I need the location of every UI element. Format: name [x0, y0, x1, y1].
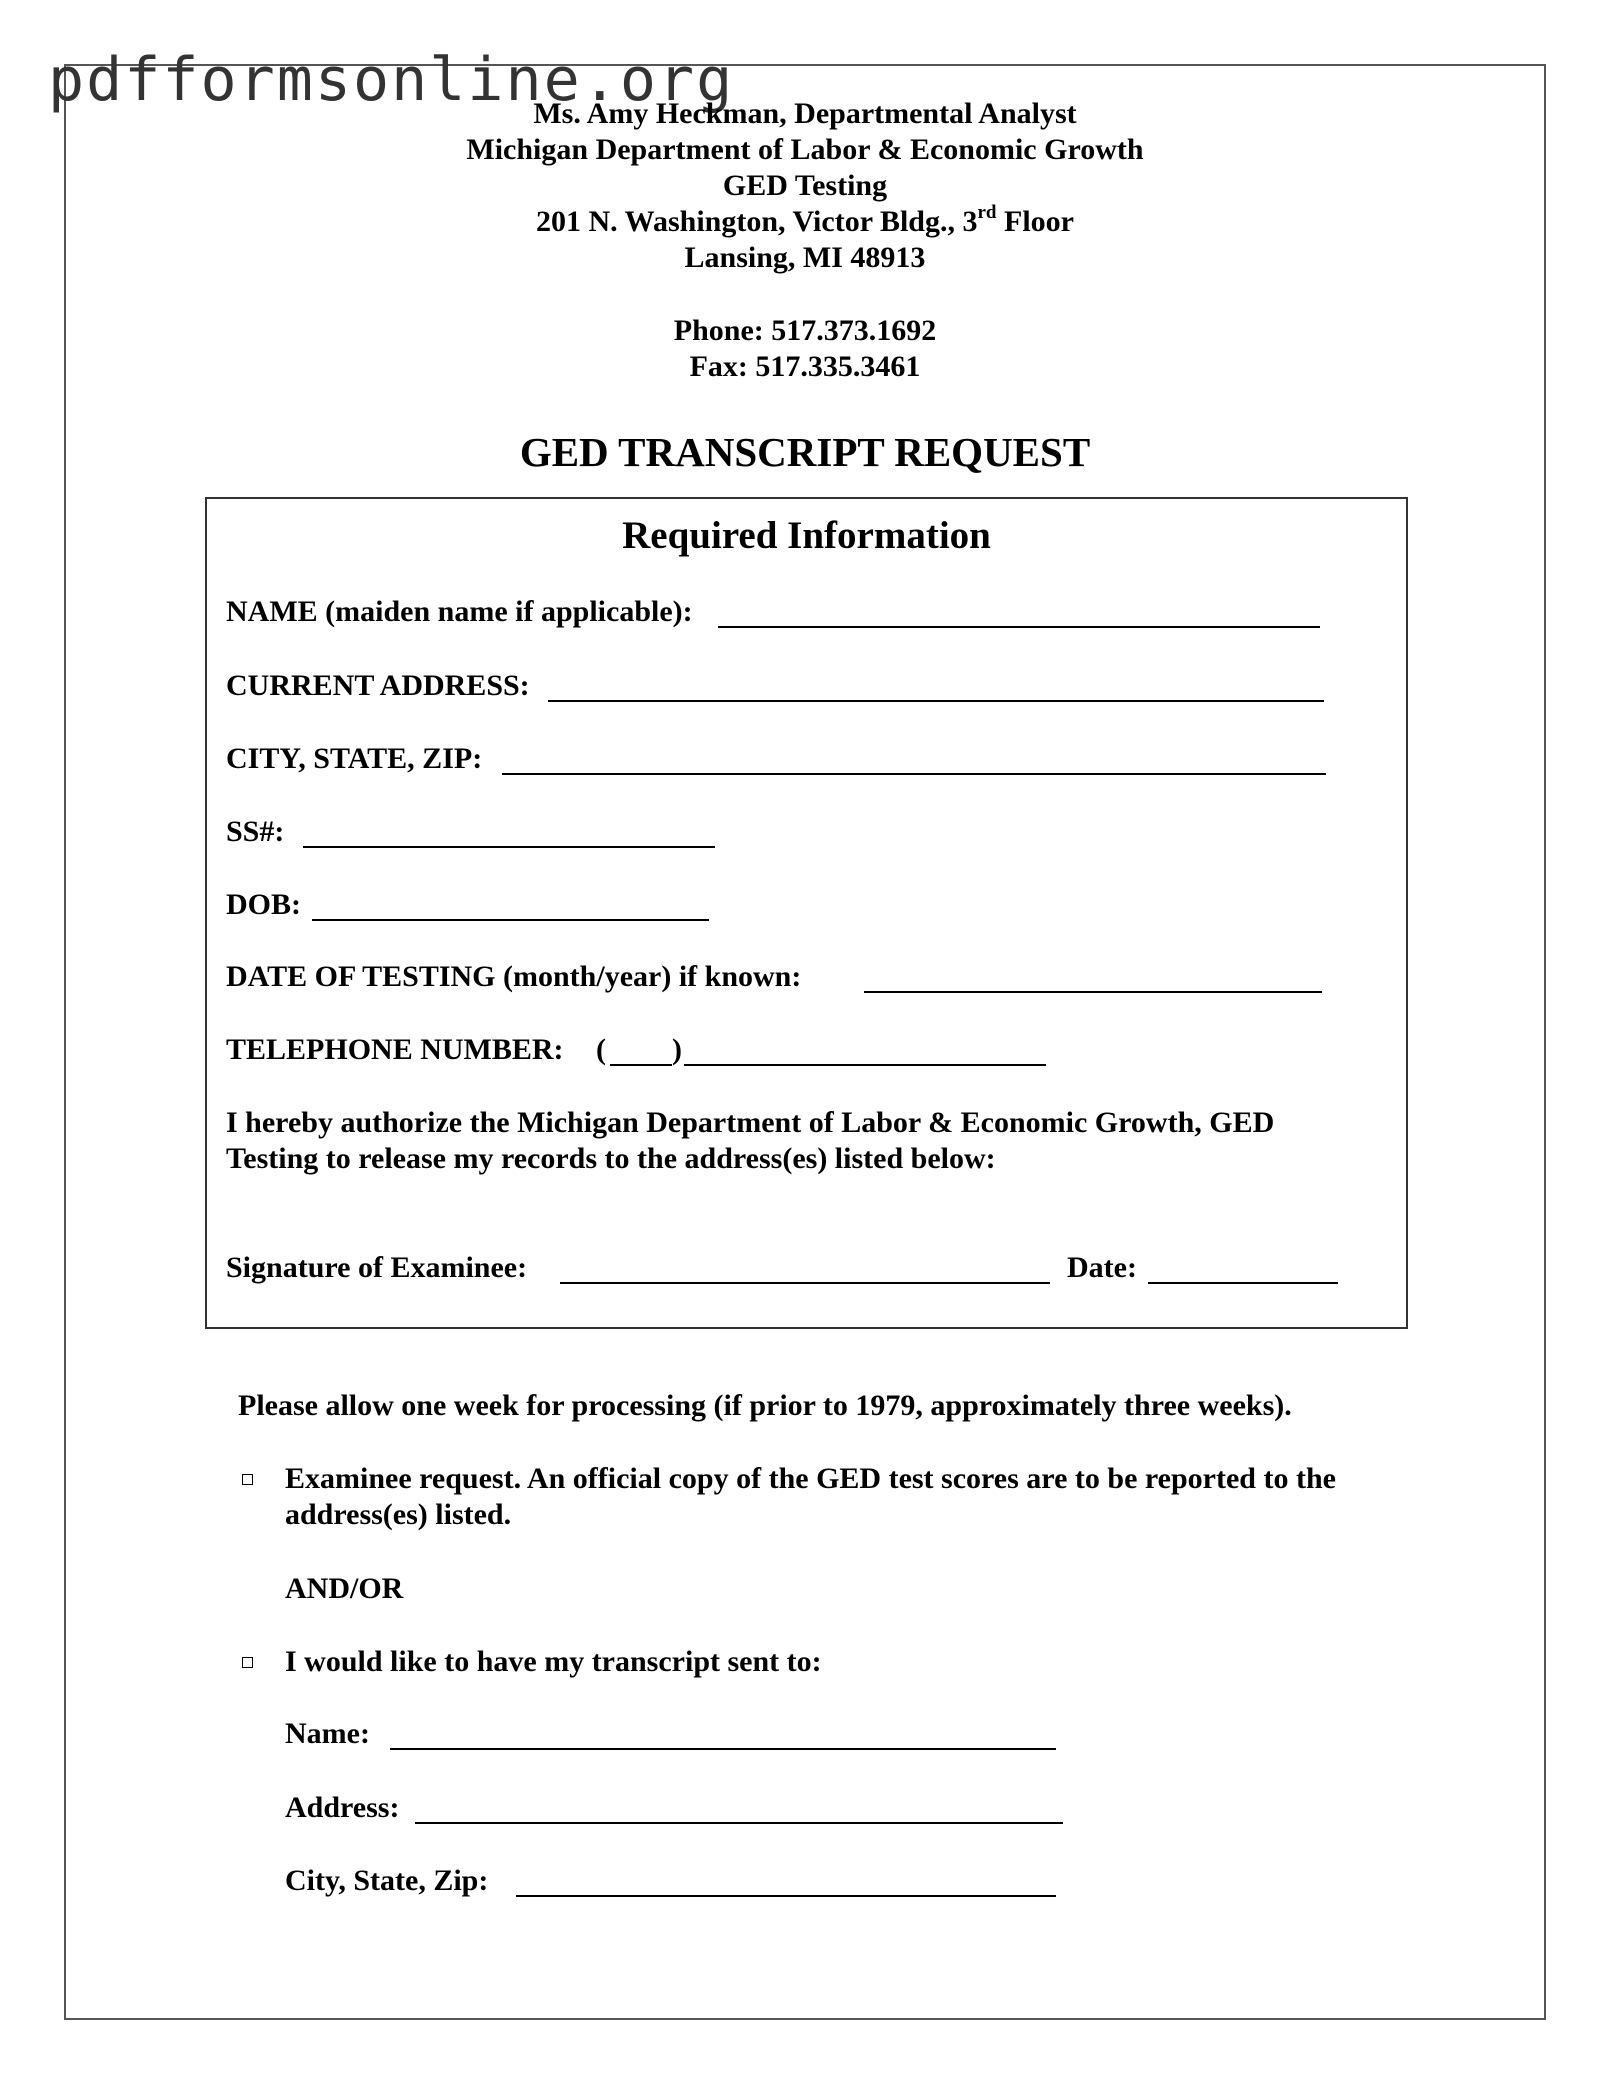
recipient-city-state-zip-input-line[interactable]: [516, 1895, 1056, 1897]
dob-label: DOB:: [226, 888, 301, 921]
street-address-main: 201 N. Washington, Victor Bldg., 3: [536, 205, 978, 238]
ssn-label: SS#:: [226, 815, 285, 848]
signature-date-input-line[interactable]: [1148, 1282, 1338, 1284]
contact-name: Ms. Amy Heckman, Departmental Analyst: [533, 97, 1077, 130]
area-code-open-paren: (: [596, 1033, 606, 1066]
recipient-address-input-line[interactable]: [415, 1822, 1063, 1824]
ssn-input-line[interactable]: [303, 846, 715, 848]
current-address-label: CURRENT ADDRESS:: [226, 669, 530, 702]
examinee-request-line-2: address(es) listed.: [285, 1498, 512, 1531]
area-code-input-line[interactable]: [610, 1064, 672, 1066]
processing-note: Please allow one week for processing (if prior to 1979, approximately three weeks).: [238, 1389, 1292, 1422]
required-information-title: Required Information: [622, 514, 991, 557]
recipient-name-label: Name:: [285, 1717, 370, 1750]
send-transcript-label: I would like to have my transcript sent to:: [285, 1645, 822, 1678]
phone-number: Phone: 517.373.1692: [673, 314, 937, 347]
fax-number: Fax: 517.335.3461: [689, 350, 921, 383]
city-state-zip-input-line[interactable]: [502, 773, 1326, 775]
recipient-address-label: Address:: [285, 1791, 400, 1824]
name-input-line[interactable]: [718, 626, 1320, 628]
form-title: GED TRANSCRIPT REQUEST: [519, 429, 1091, 475]
city-line: Lansing, MI 48913: [684, 241, 926, 274]
current-address-input-line[interactable]: [548, 700, 1324, 702]
city-state-zip-label: CITY, STATE, ZIP:: [226, 742, 483, 775]
send-transcript-checkbox[interactable]: [242, 1657, 253, 1668]
street-address: [0, 204, 1610, 240]
recipient-city-state-zip-label: City, State, Zip:: [285, 1864, 489, 1897]
authorization-line-2: Testing to release my records to the address(es) listed below:: [226, 1142, 996, 1175]
floor-ordinal-suffix: rd: [977, 202, 997, 223]
unit-name: GED Testing: [722, 169, 888, 202]
examinee-request-line-1: Examinee request. An official copy of the GED test scores are to be reported to the: [285, 1462, 1336, 1495]
telephone-input-line[interactable]: [684, 1064, 1046, 1066]
testing-date-input-line[interactable]: [864, 991, 1322, 993]
signature-input-line[interactable]: [560, 1282, 1050, 1284]
name-label: NAME (maiden name if applicable):: [226, 595, 693, 628]
street-address-floor: Floor: [996, 205, 1074, 238]
watermark-text: pdfformsonline.org: [48, 45, 735, 115]
recipient-name-input-line[interactable]: [390, 1748, 1056, 1750]
telephone-label: TELEPHONE NUMBER:: [226, 1033, 564, 1066]
signature-date-label: Date:: [1067, 1251, 1137, 1284]
examinee-request-checkbox[interactable]: [242, 1474, 253, 1485]
testing-date-label: DATE OF TESTING (month/year) if known:: [226, 960, 802, 993]
authorization-line-1: I hereby authorize the Michigan Department of Labor & Economic Growth, GED: [226, 1106, 1275, 1139]
and-or-text: AND/OR: [285, 1572, 404, 1605]
signature-label: Signature of Examinee:: [226, 1251, 528, 1284]
area-code-close-paren: ): [672, 1033, 682, 1066]
department-name: Michigan Department of Labor & Economic Growth: [466, 133, 1144, 166]
dob-input-line[interactable]: [312, 919, 709, 921]
